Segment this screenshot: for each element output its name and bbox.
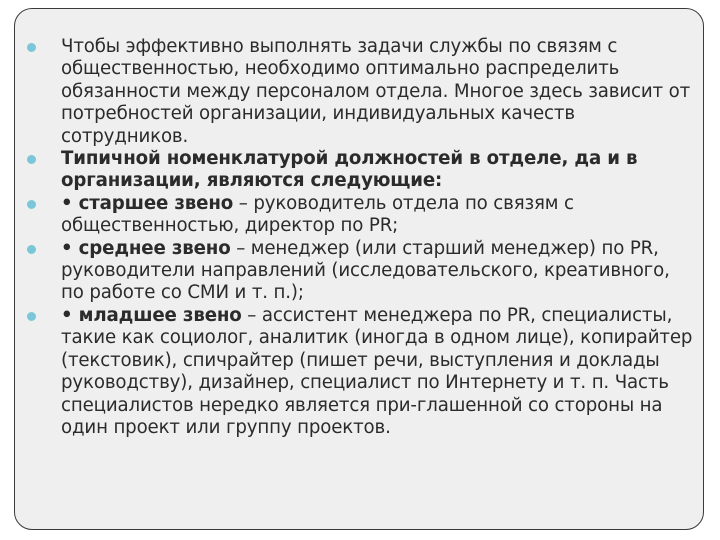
bullet-text: – ассистент менеджера по PR, специалисты, такие как социолог, аналитик (иногда в одном лице), копирайтер (текстовик), спичрайтер (пишет речи, выступления и доклады руководству), дизайнер, специалист по Интернету и т. п. Часть специалистов нередко является при-глашенной со стороны на один проект или группу проектов. xyxy=(61,304,693,438)
bullet-text: Чтобы эффективно выполнять задачи службы по связям с общественностью, необходимо оптимально распределить обязанности между персоналом отдела. Многое здесь зависит от потребностей организации, индивидуальных качеств сотрудников. xyxy=(61,36,691,147)
bullet-text-bold: Типичной номенклатурой должностей в отделе, да и в организации, являются следующие: xyxy=(61,148,638,192)
bullet-item-5 xyxy=(25,305,695,439)
round-bullet-icon xyxy=(27,312,36,321)
bullet-text-bold: • среднее звено xyxy=(61,237,231,259)
bullet-text: – менеджер (или старший менеджер) по PR, руководители направлений (исследовательского, креативного, по работе со СМИ и т. п.); xyxy=(61,237,670,304)
bullet-text-bold: • младшее звено xyxy=(61,304,242,326)
bullet-item-2 xyxy=(25,148,695,193)
round-bullet-icon xyxy=(27,43,36,52)
bullet-item-1 xyxy=(25,36,695,148)
round-bullet-icon xyxy=(27,200,36,209)
round-bullet-icon xyxy=(27,245,36,254)
bullet-text: – руководитель отдела по связям с общественностью, директор по PR; xyxy=(61,192,574,237)
bullet-item-3 xyxy=(25,193,695,238)
bullet-text-bold: • старшее звено xyxy=(61,192,234,214)
bullet-item-4 xyxy=(25,238,695,305)
slide-frame xyxy=(14,8,704,530)
bullet-list xyxy=(25,36,695,439)
round-bullet-icon xyxy=(27,155,36,164)
